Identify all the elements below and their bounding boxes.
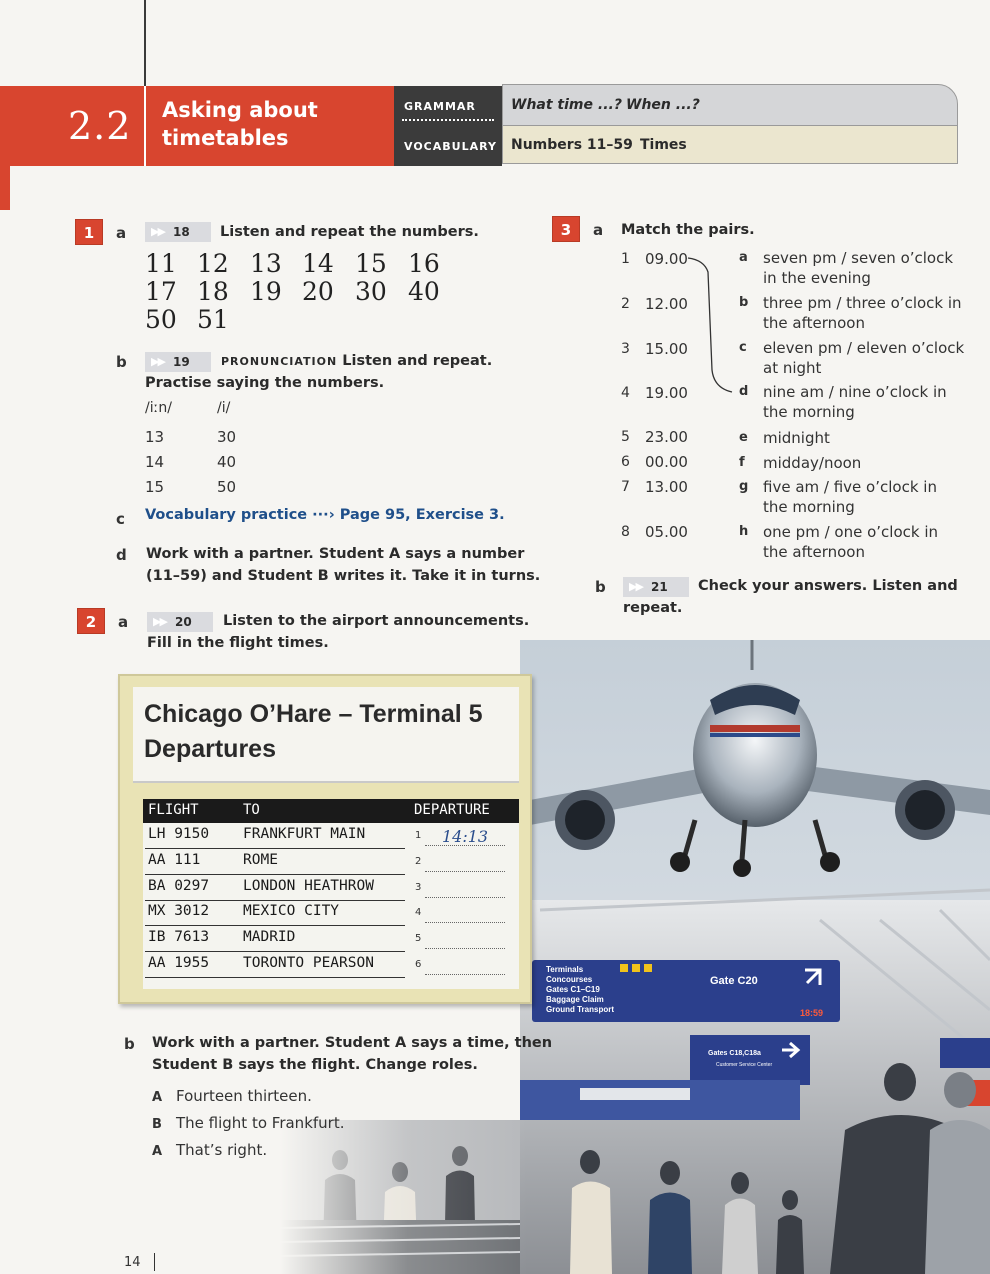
number: 14 (145, 453, 165, 471)
instruction-line: (11–59) and Student B writes it. Take it in turns. (146, 568, 541, 584)
instruction: Fill in the flight times. (147, 635, 329, 651)
number: 15 (355, 249, 387, 278)
departure-blank (425, 922, 505, 923)
track-number: 20 (175, 615, 192, 629)
row-number: 1 (415, 830, 422, 841)
number: 15 (145, 478, 165, 496)
part-letter: a (593, 221, 604, 239)
time-number: 8 (621, 524, 630, 540)
track-number: 18 (173, 225, 190, 239)
time-value: 00.00 (645, 453, 688, 471)
number: 16 (408, 249, 440, 278)
instruction: Listen to the airport announcements. (223, 613, 530, 629)
answer-text: seven pm / seven o’clock (763, 249, 954, 267)
answer-text: eleven pm / eleven o’clock (763, 339, 965, 357)
exercise-number: 3 (552, 216, 580, 242)
answer-letter: f (739, 455, 745, 470)
number: 13 (250, 249, 282, 278)
tag-box (394, 86, 502, 166)
unit-title-line2: timetables (162, 126, 289, 150)
destination: MEXICO CITY (243, 903, 340, 920)
answer-text: the afternoon (763, 543, 865, 561)
time-value: 05.00 (645, 523, 688, 541)
time-number: 7 (621, 479, 630, 495)
part-letter: b (124, 1035, 135, 1053)
answer-text: the afternoon (763, 314, 865, 332)
play-icon: ▶▶ (153, 615, 166, 628)
sign-item: Terminals (546, 965, 584, 974)
vocabulary-tag: VOCABULARY (404, 140, 497, 153)
sign-item: Ground Transport (546, 1005, 614, 1014)
time-value: 09.00 (645, 250, 688, 268)
number: 50 (145, 305, 177, 334)
number-row (145, 305, 461, 334)
ipa-heading: /i/ (217, 400, 231, 416)
number: 18 (197, 277, 229, 306)
number-list (145, 249, 461, 334)
time-number: 5 (621, 429, 630, 445)
pronunciation-col (145, 425, 164, 500)
answer-letter: b (739, 295, 749, 310)
instruction-line: Student B says the flight. Change roles. (152, 1057, 478, 1073)
number: 30 (355, 277, 387, 306)
unit-title-line1: Asking about (162, 98, 318, 122)
row-divider (145, 951, 405, 952)
destination: FRANKFURT MAIN (243, 826, 366, 842)
gate-sign-label: Gate C20 (710, 975, 758, 987)
instruction: Check your answers. Listen and (698, 578, 958, 594)
speaker: A (152, 1144, 163, 1159)
unit-title (162, 96, 392, 152)
dialogue-text: The flight to Frankfurt. (176, 1114, 345, 1132)
number: 40 (408, 277, 440, 306)
number: 19 (250, 277, 282, 306)
unit-number: 2.2 (68, 104, 132, 148)
answer-letter: d (739, 384, 749, 399)
flight-code: AA 111 (148, 851, 201, 868)
banner-strip (0, 166, 10, 210)
answer-text: three pm / three o’clock in (763, 294, 962, 312)
row-divider (145, 848, 405, 849)
instruction: Match the pairs. (621, 222, 755, 238)
track-number: 19 (173, 355, 190, 369)
answer-letter: c (739, 340, 747, 355)
row-divider (145, 900, 405, 901)
row-number: 3 (415, 881, 422, 893)
departure-blank (425, 974, 505, 975)
banner-divider (144, 86, 146, 166)
answer-text: nine am / nine o’clock in (763, 383, 947, 401)
grammar-topic: What time ...? (511, 97, 622, 113)
number: 11 (145, 249, 177, 278)
sign-item: Gates C1–C19 (546, 985, 600, 994)
time-number: 2 (621, 296, 630, 312)
row-number: 4 (415, 907, 422, 919)
match-bracket (684, 250, 744, 400)
time-value: 15.00 (645, 340, 688, 358)
time-value: 19.00 (645, 384, 688, 402)
vocabulary-topic: Times (640, 137, 687, 153)
instruction: Practise saying the numbers. (145, 375, 385, 391)
time-number: 4 (621, 385, 630, 401)
number: 30 (217, 428, 237, 446)
sign-item: Concourses (546, 975, 593, 984)
flight-code: IB 7613 (148, 929, 210, 946)
time-value: 23.00 (645, 428, 688, 446)
part-letter: c (116, 510, 125, 528)
time-value: 12.00 (645, 295, 688, 313)
destination: TORONTO PEARSON (243, 955, 374, 971)
destination: ROME (243, 851, 278, 868)
number: 13 (145, 428, 165, 446)
audio-track-button[interactable] (145, 352, 211, 372)
instruction-line: Work with a partner. Student A says a time, then (152, 1035, 553, 1051)
departure-blank (425, 871, 505, 872)
number: 17 (145, 277, 177, 306)
answer-text: at night (763, 359, 822, 377)
instruction-line: Work with a partner. Student A says a number (146, 546, 525, 562)
answer-letter: e (739, 430, 748, 445)
pronunciation-label: PRONUNCIATION (221, 355, 338, 368)
sign-time: 18:59 (800, 1008, 824, 1018)
answer-text: five am / five o’clock in (763, 478, 937, 496)
row-number: 6 (415, 959, 422, 970)
escalator-photo (280, 1120, 990, 1274)
instruction: repeat. (623, 600, 683, 616)
exercise-number: 2 (77, 608, 105, 634)
destination: LONDON HEATHROW (243, 877, 374, 894)
speaker: B (152, 1117, 162, 1132)
answer-text: midday/noon (763, 454, 862, 472)
dialogue (152, 1083, 344, 1164)
answer-letter: a (739, 250, 748, 265)
play-icon: ▶▶ (151, 225, 164, 238)
instruction-tail: Listen and repeat. (342, 353, 493, 369)
row-number: 2 (415, 855, 422, 867)
answer-letter: h (739, 524, 749, 539)
dialogue-line (152, 1110, 344, 1137)
grammar-topic: When ...? (626, 97, 700, 113)
dialogue-text: Fourteen thirteen. (176, 1087, 312, 1105)
audio-track-button[interactable] (623, 577, 689, 597)
number: 51 (197, 305, 229, 334)
number: 50 (217, 478, 237, 496)
answer-text: one pm / one o’clock in (763, 523, 938, 541)
row-number: 5 (415, 933, 422, 945)
column-header-flight: FLIGHT (148, 802, 199, 818)
answer-letter: g (739, 479, 749, 494)
part-letter: b (116, 353, 127, 371)
instruction (221, 350, 492, 373)
instruction (146, 543, 540, 587)
part-letter: b (595, 578, 606, 596)
column-header-departure: DEPARTURE (414, 802, 490, 818)
number: 40 (217, 453, 237, 471)
time-value: 13.00 (645, 478, 688, 496)
board-title-line1: Chicago O’Hare – Terminal 5 (144, 700, 483, 728)
answer-text: the morning (763, 498, 855, 516)
board-header (133, 687, 519, 783)
answer-text: in the evening (763, 269, 871, 287)
number: 12 (197, 249, 229, 278)
part-letter: a (116, 224, 127, 242)
number: 20 (302, 277, 334, 306)
time-number: 3 (621, 341, 630, 357)
track-number: 21 (651, 580, 668, 594)
play-icon: ▶▶ (151, 355, 164, 368)
part-letter: d (116, 546, 127, 564)
board-title-line2: Departures (144, 735, 276, 763)
vocabulary-practice-link[interactable]: Vocabulary practice ···› Page 95, Exercise 3. (145, 507, 505, 523)
dialogue-line (152, 1083, 344, 1110)
time-number: 6 (621, 454, 630, 470)
sign2-label: Gates C18,C18a (708, 1050, 761, 1057)
sign-item: Baggage Claim (546, 995, 604, 1004)
flight-code: MX 3012 (148, 903, 210, 920)
flight-code: LH 9150 (148, 826, 210, 842)
escalator-svg (280, 1120, 990, 1274)
audio-track-button[interactable] (145, 222, 211, 242)
part-letter: a (118, 613, 129, 631)
number-row (145, 249, 461, 278)
instruction: Listen and repeat the numbers. (220, 224, 479, 240)
speaker: A (152, 1090, 163, 1105)
row-divider (145, 874, 405, 875)
flight-code: BA 0297 (148, 877, 210, 894)
tag-divider (402, 119, 494, 121)
ghost-rule (144, 0, 146, 86)
dialogue-text: That’s right. (176, 1141, 268, 1159)
column-header-to: TO (243, 802, 260, 818)
play-icon: ▶▶ (629, 580, 642, 593)
flight-code: AA 1955 (148, 955, 210, 971)
departure-time: 14:13 (442, 827, 489, 846)
departure-blank (425, 948, 505, 949)
row-divider (145, 977, 405, 978)
answer-text: the morning (763, 403, 855, 421)
dialogue-line (152, 1137, 344, 1164)
grammar-tag: GRAMMAR (404, 100, 476, 113)
page-number-rule (154, 1253, 155, 1271)
time-number: 1 (621, 251, 630, 267)
number: 14 (302, 249, 334, 278)
row-divider (145, 925, 405, 926)
answer-text: midnight (763, 429, 830, 447)
pronunciation-col (217, 425, 236, 500)
departure-blank (425, 897, 505, 898)
vocabulary-topic: Numbers 11–59 (511, 137, 633, 153)
instruction (152, 1032, 552, 1076)
page-number: 14 (124, 1255, 141, 1270)
destination: MADRID (243, 929, 296, 946)
ipa-heading: /iːn/ (145, 400, 172, 416)
audio-track-button[interactable] (147, 612, 213, 632)
exercise-number: 1 (75, 219, 103, 245)
number-row (145, 277, 461, 306)
sign2-sub: Customer Service Center (716, 1062, 773, 1068)
